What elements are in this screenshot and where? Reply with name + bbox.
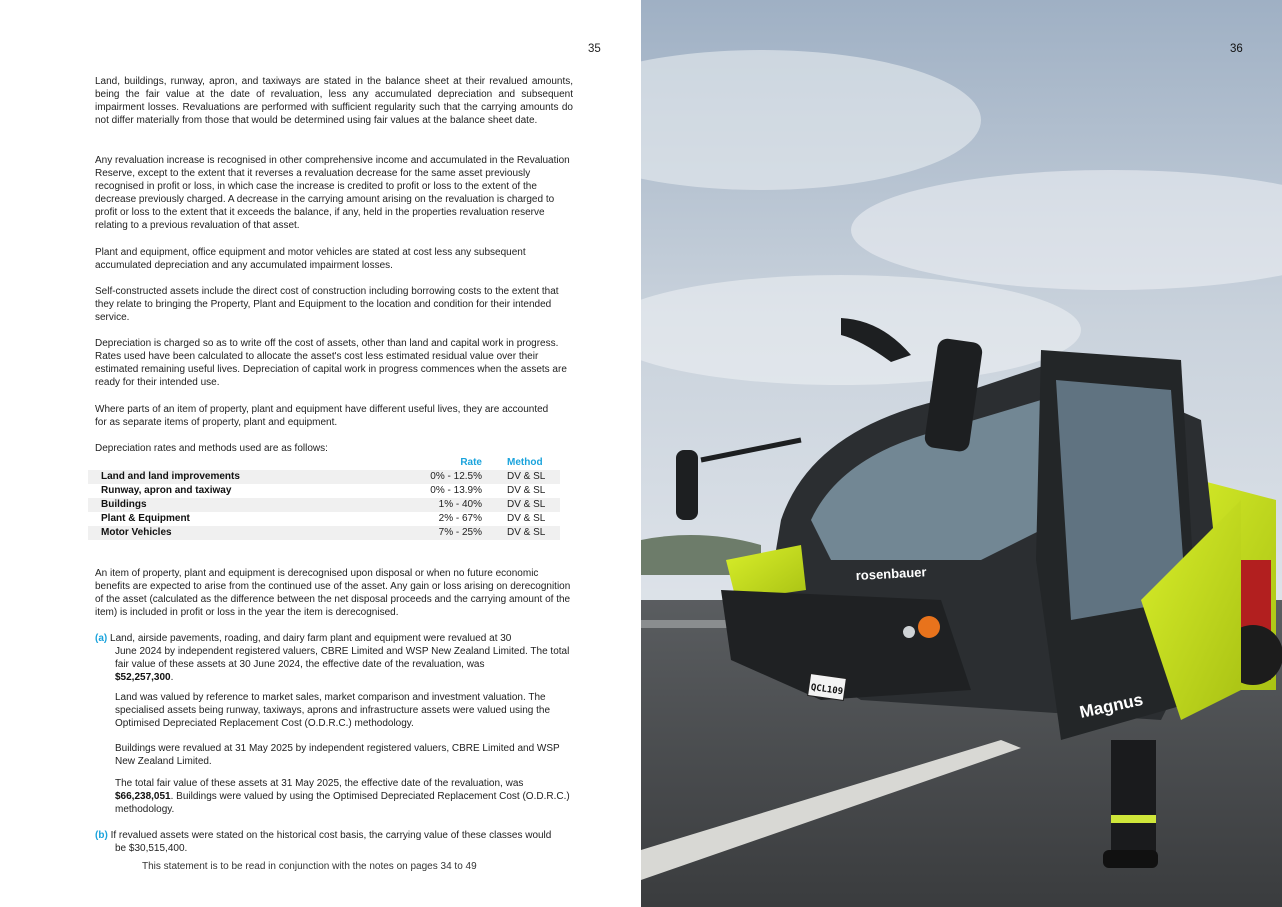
table-header-rate: Rate [460,457,482,468]
row-method: DV & SL [507,485,546,496]
row-name: Motor Vehicles [101,527,172,538]
note-a-value-2024: $52,257,300 [115,672,171,683]
reflective-stripe [1111,815,1156,823]
firefighter [1111,740,1156,860]
row-name: Land and land improvements [101,471,240,482]
paragraph-revaluation-increase: Any revaluation increase is recognised in other comprehensive income and accumulated in the Revaluation Reserve, except to the extent that it reverses a revaluation decrease for the same asset previously recognised in profit or loss, in which case the increase is credited to profit or loss to the extent of the decrease previously charged. A decrease in the carrying amount arising on the revaluation is charged to profit or loss to the extent that it exceeds the balance, if any, held in the properties revaluation reserve relating to a previous revaluation of that asset. [95,155,570,231]
note-b [95,829,585,842]
photo-fire-truck [641,0,1282,907]
paragraph-depreciation: Depreciation is charged so as to write off the cost of assets, other than land and capital work in progress. Rates used have been calculated to allocate the asset's cost less estimated residual value over their estimated remaining useful lives. Depreciation of capital work in progress commences when the assets are ready for their intended use. [95,338,567,388]
paragraph-useful-lives: Where parts of an item of property, plant and equipment have different useful lives, they are accounted for as separate items of property, plant and equipment. [95,404,549,428]
note-a-buildings-revalued: Buildings were revalued at 31 May 2025 by independent registered valuers, CBRE Limited and WSP New Zealand Limited. [115,743,560,767]
indicator-light [918,616,940,638]
page-number-left: 35 [588,43,601,55]
row-method: DV & SL [507,499,546,510]
table-row [88,498,560,512]
brand-logo-text: rosenbauer [855,564,927,583]
row-rate: 1% - 40% [438,499,482,510]
boot [1103,850,1158,868]
row-method: DV & SL [507,471,546,482]
side-mirror-left [676,450,698,520]
fire-truck-photo [641,0,1282,907]
paragraph-self-constructed: Self-constructed assets include the direct cost of construction including borrowing costs to the extent that they relate to bringing the Property, Plant and Equipment to the location and condition for their intended service. [95,286,559,323]
note-a-land-valuation: Land was valued by reference to market sales, market comparison and investment valuation. The specialised assets being runway, taxiways, aprons and infrastructure assets were valued using the Optimised Depreciated Replacement Cost (O.D.R.C.) methodology. [115,692,551,729]
paragraph-rates-intro: Depreciation rates and methods used are as follows: [95,443,328,454]
license-plate-text: QCL109 [810,682,844,698]
row-rate: 0% - 12.5% [430,471,482,482]
note-a-cont-text: June 2024 by independent registered valuers, CBRE Limited and WSP New Zealand Limited. The total fair value of these assets at 30 June 2024, the effective date of the revaluation, was [115,646,570,670]
row-name: Buildings [101,499,147,510]
note-a-text: Land, airside pavements, roading, and dairy farm plant and equipment were revalued at 30 [110,633,512,644]
note-b-label: (b) [95,830,108,841]
table-row [88,512,560,526]
note-a-line1 [95,632,585,645]
note-b-continuation: be $30,515,400. [115,843,188,854]
headlight [903,626,915,638]
table-row [88,526,560,540]
note-a-total-2025-pre: The total fair value of these assets at 31 May 2025, the effective date of the revaluation, was [115,778,524,789]
row-method: DV & SL [507,513,546,524]
row-rate: 0% - 13.9% [430,485,482,496]
page-number-right: 36 [1230,43,1243,55]
table-row [88,470,560,484]
table-row [88,484,560,498]
note-a-value-2025: $66,238,051 [115,791,171,802]
footer-note: This statement is to be read in conjunction with the notes on pages 34 to 49 [142,861,477,872]
note-a-label: (a) [95,633,108,644]
paragraph-plant-equipment: Plant and equipment, office equipment and motor vehicles are stated at cost less any subsequent accumulated depreciation and any accumulated impairment losses. [95,247,526,271]
paragraph-derecognition: An item of property, plant and equipment is derecognised upon disposal or when no future economic benefits are expected to arise from the continued use of the asset. Any gain or loss arising on derecognition of the asset (calculated as the difference between the net disposal proceeds and the carrying amount of the item) is included in profit or loss in the year the item is derecognised. [95,568,571,618]
note-a-total-2025-post: . Buildings were valued by using the Optimised Depreciated Replacement Cost (O.D.R.C.) methodology. [115,791,570,815]
paragraph-revaluation-basis: Land, buildings, runway, apron, and taxiways are stated in the balance sheet at their revalued amounts, being the fair value at the date of revaluation, less any accumulated depreciation and subsequent impairment losses. Revaluations are performed with sufficient regularity such that the carrying amounts do not differ materially from those that would be determined using fair values at the balance sheet date. [95,76,573,126]
note-b-text: If revalued assets were stated on the historical cost basis, the carrying value of these classes would [110,830,552,841]
row-name: Runway, apron and taxiway [101,485,232,496]
row-rate: 2% - 67% [438,513,482,524]
row-rate: 7% - 25% [438,527,482,538]
vehicle-name-text: Magnus [1077,689,1145,722]
row-method: DV & SL [507,527,546,538]
note-a-total-2025 [115,777,575,816]
table-header-method: Method [507,457,543,468]
row-name: Plant & Equipment [101,513,190,524]
note-a-continuation: June 2024 by independent registered valuers, CBRE Limited and WSP New Zealand Limited. The total fair value of these assets at 30 June 2024, the effective date of the revaluation, was $52,257,300. [115,646,570,683]
